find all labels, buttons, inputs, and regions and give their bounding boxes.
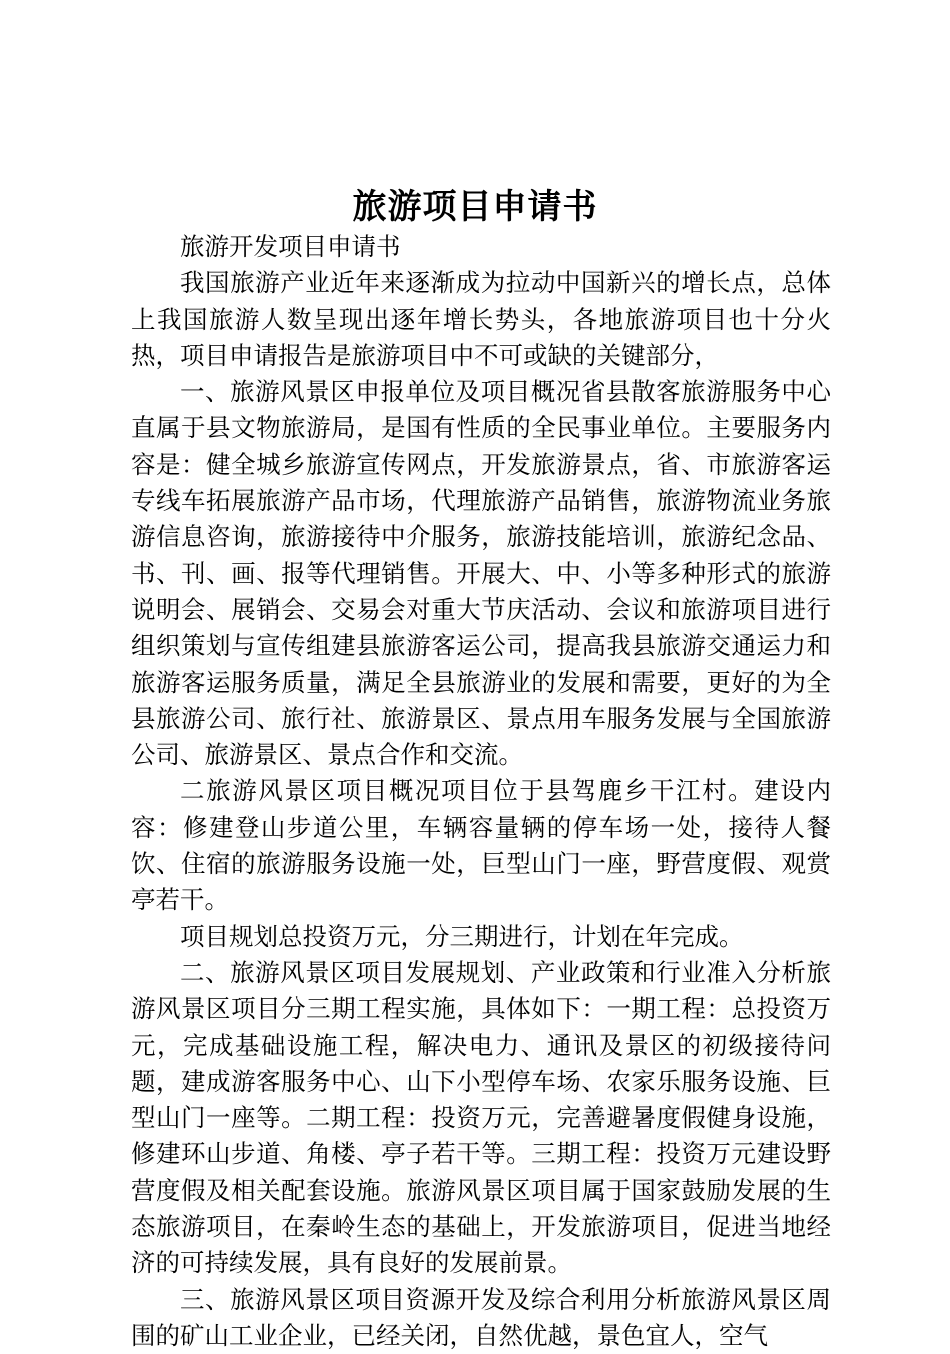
paragraph-intro: 我国旅游产业近年来逐渐成为拉动中国新兴的增长点，总体上我国旅游人数呈现出逐年增长势头，各地旅游项目也十分火热，项目申请报告是旅游项目中不可或缺的关键部分， [131,268,831,370]
document-body [131,229,831,1354]
paragraph-project-overview: 二旅游风景区项目概况项目位于县驾鹿乡干江村。建设内容：修建登山步道公里，车辆容量辆的停车场一处，接待人餐饮、住宿的旅游服务设施一处，巨型山门一座，野营度假、观赏亭若干。 [131,776,831,915]
paragraph-section-1: 一、旅游风景区申报单位及项目概况省县散客旅游服务中心直属于县文物旅游局，是国有性质的全民事业单位。主要服务内容是：健全城乡旅游宣传网点，开发旅游景点，省、市旅游客运专线车拓展旅游产品市场，代理旅游产品销售，旅游物流业务旅游信息咨询，旅游接待中介服务，旅游技能培训，旅游纪念品、书、刊、画、报等代理销售。开展大、中、小等多种形式的旅游说明会、展销会、交易会对重大节庆活动、会议和旅游项目进行组织策划与宣传组建县旅游客运公司，提高我县旅游交通运力和旅游客运服务质量，满足全县旅游业的发展和需要，更好的为全县旅游公司、旅行社、旅游景区、景点用车服务发展与全国旅游公司、旅游景区、景点合作和交流。 [131,377,831,770]
document-title: 旅游项目申请书 [352,187,598,227]
paragraph-section-2: 二、旅游风景区项目发展规划、产业政策和行业准入分析旅游风景区项目分三期工程实施，具体如下：一期工程：总投资万元，完成基础设施工程，解决电力、通讯及景区的初级接待问题，建成游客服务中心、山下小型停车场、农家乐服务设施、巨型山门一座等。二期工程：投资万元，完善避暑度假健身设施，修建环山步道、角楼、亭子若干等。三期工程：投资万元建设野营度假及相关配套设施。旅游风景区项目属于国家鼓励发展的生态旅游项目，在秦岭生态的基础上，开发旅游项目，促进当地经济的可持续发展，具有良好的发展前景。 [131,957,831,1278]
paragraph-investment: 项目规划总投资万元，分三期进行，计划在年完成。 [180,921,744,951]
paragraph-section-3: 三、旅游风景区项目资源开发及综合利用分析旅游风景区周围的矿山工业企业，已经关闭，自然优越，景色宜人，空气 [131,1284,831,1350]
paragraph-subtitle: 旅游开发项目申请书 [180,232,401,261]
